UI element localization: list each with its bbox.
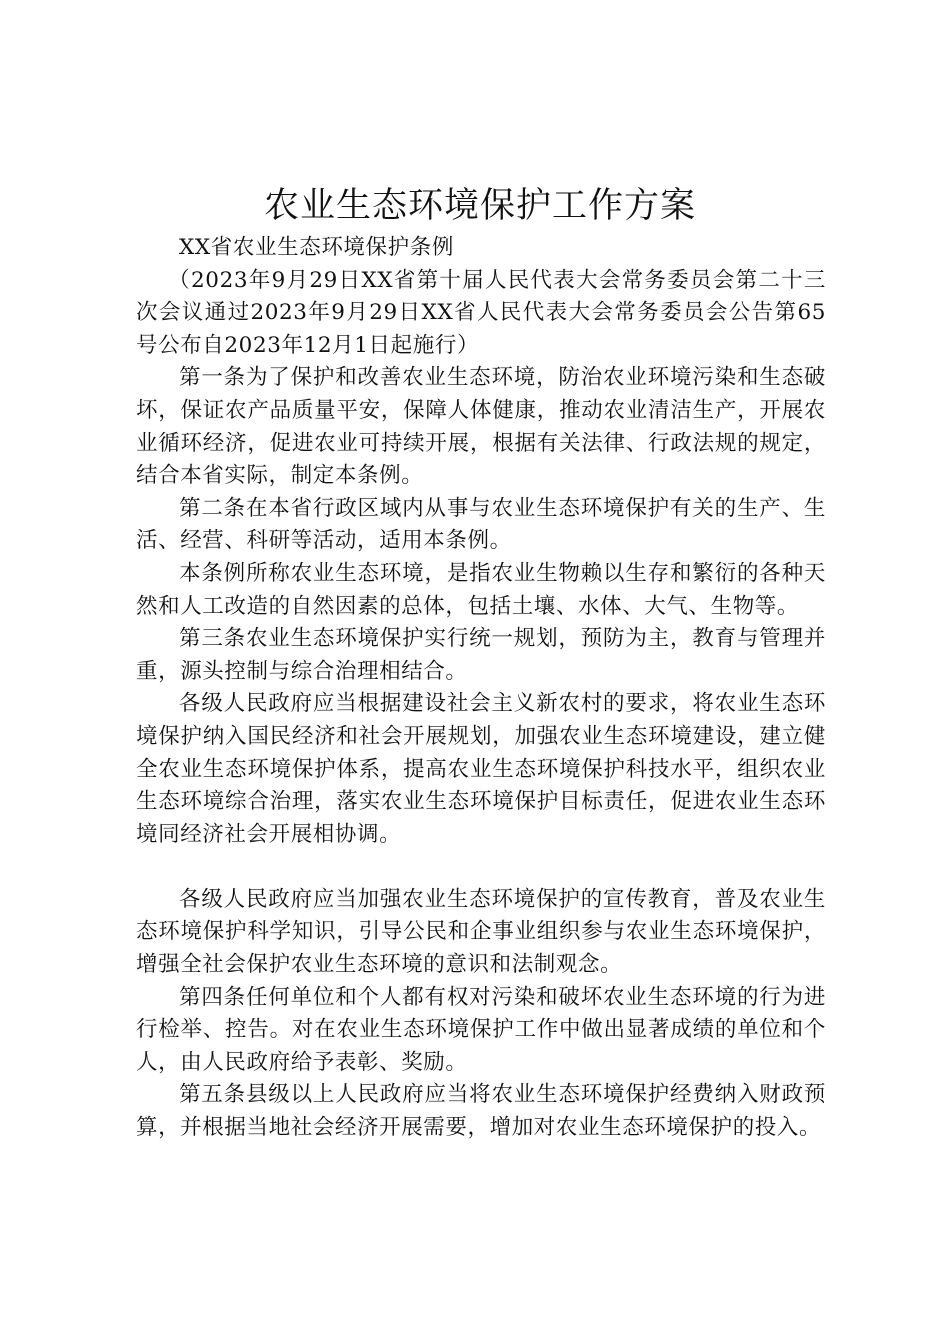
regulation-subtitle: XX省农业生态环境保护条例 [179,235,454,260]
article-5-paragraph: 第五条县级以上人民政府应当将农业生态环境保护经费纳入财政预算，并根据当地社会经济开展需要，增加对农业生态环境保护的投入。 [136,1082,826,1141]
article-3-paragraph: 第三条农业生态环境保护实行统一规划，预防为主，教育与管理并重，源头控制与综合治理相结合。 [136,626,826,684]
article-1-paragraph: 第一条为了保护和改善农业生态环境，防治农业环境污染和生态破坏，保证农产品质量平安，保障人体健康，推动农业清洁生产，开展农业循环经济，促进农业可持续开展，根据有关法律、行政法规的规定，结合本省实际，制定本条例。 [136,365,826,489]
article-4-paragraph: 第四条任何单位和个人都有权对污染和破坏农业生态环境的行为进行检举、控告。对在农业生态环境保护工作中做出显著成绩的单位和个人，由人民政府给予表彰、奖励。 [136,984,826,1075]
document-body [136,232,826,1145]
article-2-paragraph: 第二条在本省行政区域内从事与农业生态环境保护有关的生产、生活、经营、科研等活动，适用本条例。 [136,495,826,554]
government-planning-paragraph: 各级人民政府应当根据建设社会主义新农村的要求，将农业生态环境保护纳入国民经济和社会开展规划，加强农业生态环境建设，建立健全农业生态环境保护体系，提高农业生态环境保护科技水平，组织农业生态环境综合治理，落实农业生态环境保护目标责任，促进农业生态环境同经济社会开展相协调。 [136,691,826,847]
education-paragraph: 各级人民政府应当加强农业生态环境保护的宣传教育，普及农业生态环境保护科学知识，引导公民和企事业组织参与农业生态环境保护，增强全社会保护农业生态环境的意识和法制观念。 [136,886,826,978]
enactment-note: （2023年9月29日XX省第十届人民代表大会常务委员会第二十三次会议通过2023年9月29日XX省人民代表大会常务委员会公告第65号公布自2023年12月1日起施行） [136,267,826,358]
document-title: 农业生态环境保护工作方案 [263,186,696,226]
definition-paragraph: 本条例所称农业生态环境，是指农业生物赖以生存和繁衍的各种天然和人工改造的自然因素的总体，包括土壤、水体、大气、生物等。 [136,560,826,619]
